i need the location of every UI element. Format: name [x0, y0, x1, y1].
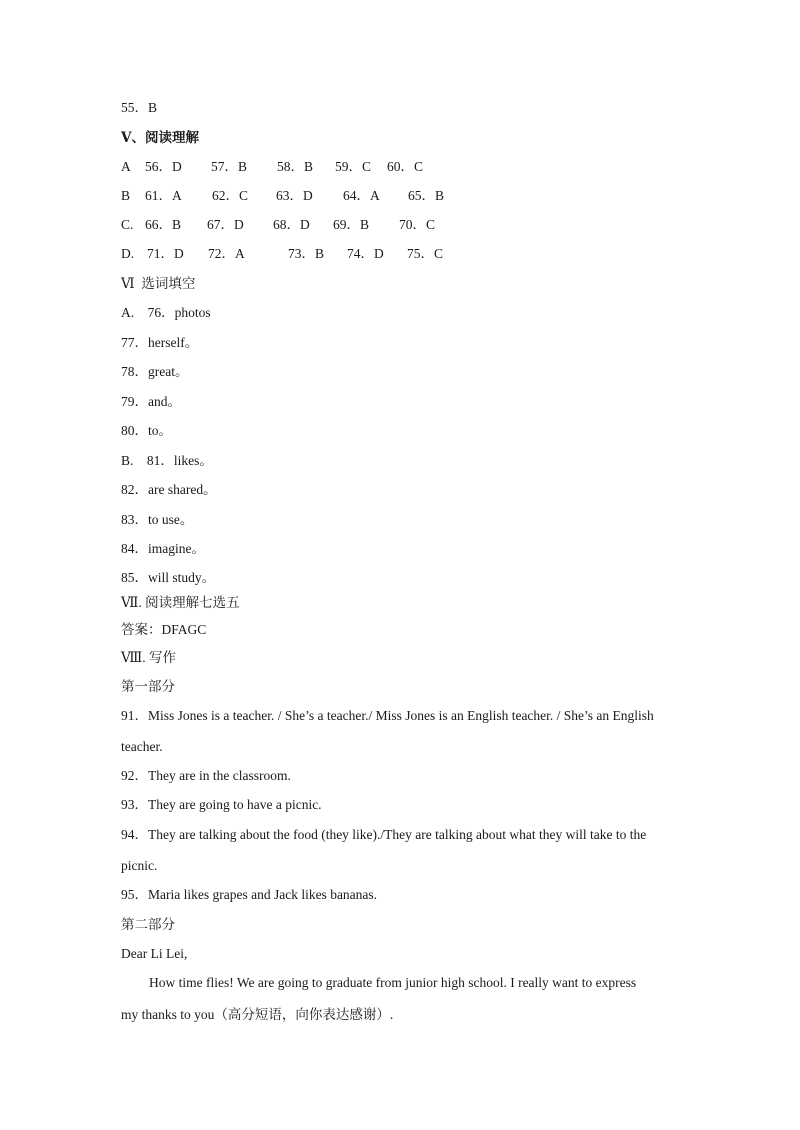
answer-row-d	[121, 245, 444, 263]
answer-71: 71．D	[147, 246, 184, 261]
answer-94: 94．They are talking about the food (they like)./They are talking about what they will take to the	[121, 827, 647, 842]
answer-61: 61．A	[145, 188, 182, 203]
answer-57: 57．B	[211, 159, 248, 174]
answer-58: 58．B	[277, 159, 314, 174]
answer-74: 74．D	[347, 246, 384, 261]
answer-77: 77．herself。	[121, 335, 199, 350]
row-label: B	[121, 188, 131, 203]
answer-69: 69．B	[333, 217, 370, 232]
answer-row-b	[121, 187, 445, 205]
section-5-title: Ⅴ、阅读理解	[121, 130, 199, 145]
answer-56: 56．D	[145, 159, 182, 174]
letter-paragraph-line-1: How time flies! We are going to graduate from junior high school. I really want to express	[149, 975, 637, 990]
section-7-title: Ⅶ. 阅读理解七选五	[121, 595, 240, 610]
answer-78: 78．great。	[121, 364, 189, 379]
answer-93: 93．They are going to have a picnic.	[121, 797, 322, 812]
section-8-title: Ⅷ. 写作	[121, 650, 177, 665]
part-2-title: 第二部分	[121, 917, 175, 932]
answer-row-a	[121, 158, 424, 176]
letter-paragraph-line-2: my thanks to you（高分短语，向你表达感谢）.	[121, 1007, 394, 1022]
answer-68: 68．D	[273, 217, 310, 232]
answer-94-cont: picnic.	[121, 858, 158, 873]
answer-84: 84．imagine。	[121, 541, 205, 556]
section-6-title: Ⅵ 选词填空	[121, 276, 196, 291]
answer-95: 95．Maria likes grapes and Jack likes bananas.	[121, 887, 378, 902]
answer-80: 80．to。	[121, 423, 173, 438]
answer-85: 85．will study。	[121, 570, 216, 585]
answer-64: 64．A	[343, 188, 380, 203]
answer-82: 82．are shared。	[121, 482, 217, 497]
answer-91: 91．Miss Jones is a teacher. / She’s a teacher./ Miss Jones is an English teacher. / She’s an English	[121, 708, 654, 723]
answer-79: 79．and。	[121, 394, 181, 409]
answer-62: 62．C	[212, 188, 249, 203]
row-label: D.	[121, 246, 135, 261]
part-1-title: 第一部分	[121, 679, 175, 694]
answer-76: A. 76．photos	[121, 305, 211, 320]
answer-55: 55．B	[121, 100, 158, 115]
answer-59: 59．C	[335, 159, 372, 174]
answer-91-cont: teacher.	[121, 739, 163, 754]
row-label: A	[121, 159, 131, 174]
answer-67: 67．D	[207, 217, 244, 232]
section-7-answer: 答案：DFAGC	[121, 622, 207, 637]
answer-75: 75．C	[407, 246, 444, 261]
answer-60: 60．C	[387, 159, 424, 174]
answer-row-c	[121, 216, 436, 234]
answer-66: 66．B	[145, 217, 182, 232]
answer-73: 73．B	[288, 246, 325, 261]
answer-83: 83．to use。	[121, 512, 194, 527]
answer-72: 72．A	[208, 246, 245, 261]
answer-65: 65．B	[408, 188, 445, 203]
answer-63: 63．D	[276, 188, 313, 203]
answer-81: B. 81．likes。	[121, 453, 213, 468]
letter-greeting: Dear Li Lei,	[121, 946, 188, 961]
answer-70: 70．C	[399, 217, 436, 232]
row-label: C.	[121, 217, 134, 232]
answer-92: 92．They are in the classroom.	[121, 768, 291, 783]
